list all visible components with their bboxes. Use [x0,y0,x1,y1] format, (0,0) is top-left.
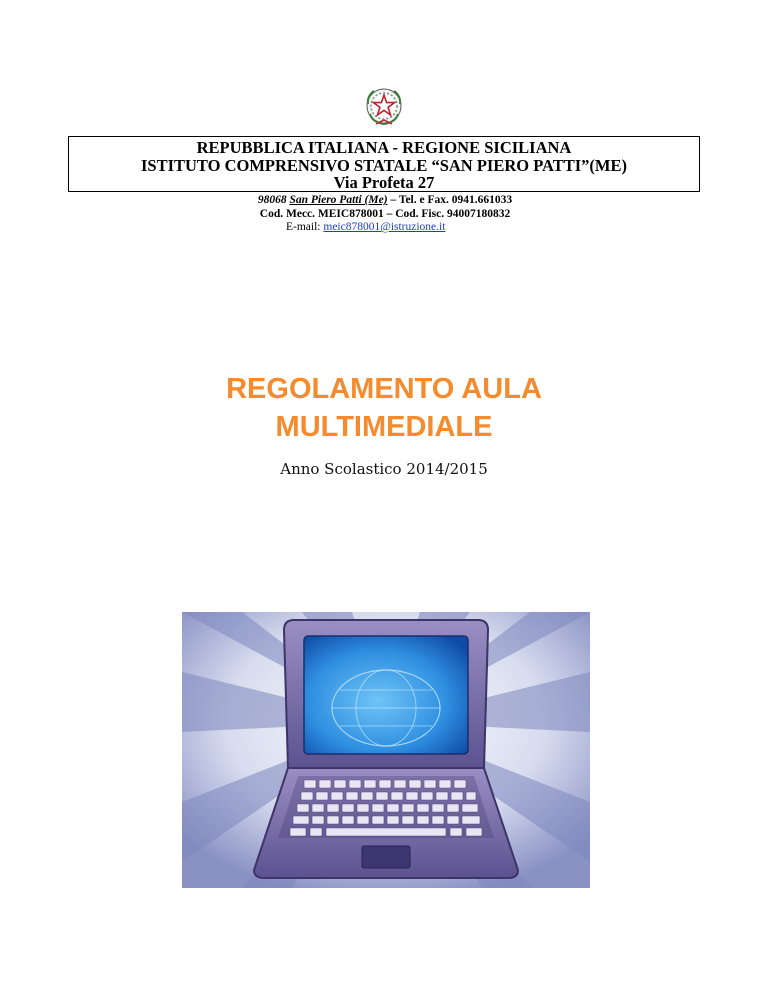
italian-republic-emblem-icon [362,84,406,128]
institution-header [68,136,700,192]
document-title-line2: MULTIMEDIALE [275,411,493,443]
laptop-icon [182,612,590,888]
contact-line-codes: Cod. Mecc. MEIC878001 – Cod. Fisc. 94007180832 [259,207,511,220]
contact-info [220,194,550,221]
contact-line-phone [220,194,550,208]
contact-postcode: 98068 [257,194,287,206]
document-title [150,370,618,446]
school-year: Anno Scolastico 2014/2015 [280,460,488,478]
contact-email-line [286,221,445,235]
header-line-republic: REPUBBLICA ITALIANA - REGIONE SICILIANA [196,138,572,157]
contact-city: San Piero Patti (Me) [289,194,388,206]
email-link[interactable]: meic878001@istruzione.it [323,221,446,233]
email-label: E-mail: [286,221,324,233]
contact-phone: – Tel. e Fax. 0941.661033 [387,194,513,206]
header-line-address: Via Profeta 27 [333,173,435,192]
document-title-line1: REGOLAMENTO AULA [226,373,542,405]
header-line-school: ISTITUTO COMPRENSIVO STATALE “SAN PIERO PATTI”(ME) [140,155,628,175]
